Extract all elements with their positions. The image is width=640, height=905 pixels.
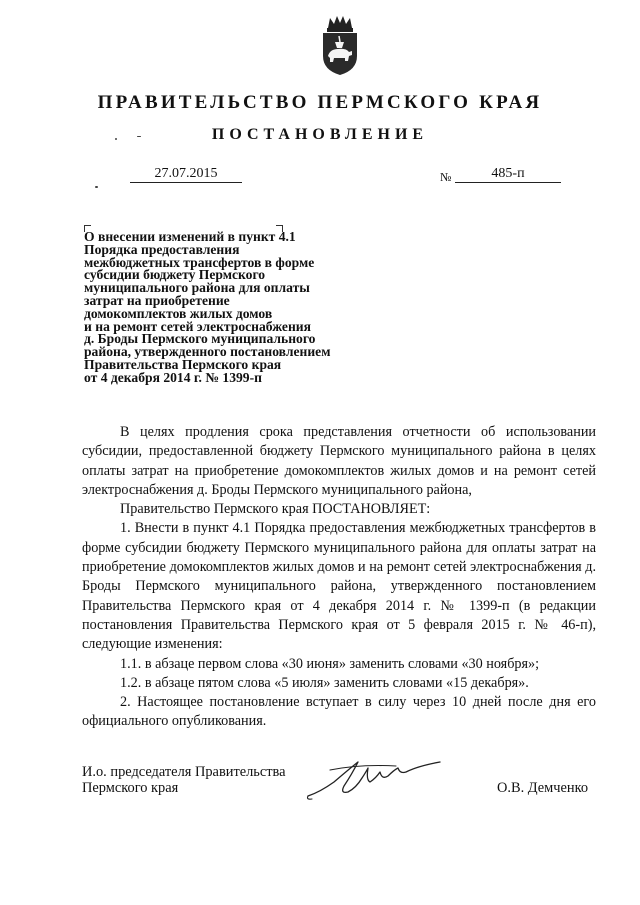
subject-line: Порядка предоставления xyxy=(84,241,240,257)
government-title: ПРАВИТЕЛЬСТВО ПЕРМСКОГО КРАЯ xyxy=(97,92,543,113)
subject-line: О внесении изменений в пункт 4.1 xyxy=(84,229,296,244)
subject-line: затрат на приобретение xyxy=(84,292,230,308)
subject-line: межбюджетных трансфертов в форме xyxy=(84,254,315,270)
signatory-name: О.В. Демченко xyxy=(497,780,589,796)
subject-line: Правительства Пермского края xyxy=(84,356,282,372)
number-sign: № xyxy=(440,170,452,184)
position-line: И.о. председателя Правительства xyxy=(82,764,286,780)
body-paragraph: Правительство Пермского края ПОСТАНОВЛЯЕТ: xyxy=(120,501,431,518)
handwritten-signature xyxy=(300,752,460,804)
decree-date: 27.07.2015 xyxy=(130,166,242,183)
subject-line: района, утвержденного постановлением xyxy=(84,344,331,360)
subject-line: субсидии бюджету Пермского xyxy=(84,267,266,283)
signatory-position xyxy=(82,764,286,796)
subject-line: и на ремонт сетей электроснабжения xyxy=(84,318,311,334)
decree-body xyxy=(82,423,596,732)
subject-line: от 4 декабря 2014 г. № 1399-п xyxy=(84,369,262,385)
document-type: ПОСТАНОВЛЕНИЕ xyxy=(211,126,429,143)
decree-number: 485-п xyxy=(455,166,561,183)
scan-speck xyxy=(95,186,98,188)
position-line: Пермского края xyxy=(82,780,179,796)
body-paragraph: 1.1. в абзаце первом слова «30 июня» заменить словами «30 ноября»; xyxy=(120,655,540,672)
scan-speck xyxy=(137,136,141,137)
decree-subject xyxy=(84,231,384,385)
scan-speck xyxy=(115,138,117,140)
subject-line: муниципального района для оплаты xyxy=(84,280,310,296)
subject-line: домокомплектов жилых домов xyxy=(84,305,273,321)
body-paragraph: В целях продления срока представления отчетности об использовании субсидии, предоставленной бюджету Пермского муниципального района в целях оплаты затрат на приобретение домокомплектов жилых домов и на ремонт сетей электроснабжения д. Броды Пермского муниципального района, xyxy=(82,424,596,498)
subject-line: д. Броды Пермского муниципального xyxy=(84,331,316,347)
body-paragraph: 2. Настоящее постановление вступает в силу через 10 дней после дня его официального опубликования. xyxy=(82,694,596,730)
coat-of-arms-emblem xyxy=(318,14,362,76)
body-paragraph: 1.2. в абзаце пятом слова «5 июля» заменить словами «15 декабря». xyxy=(120,674,529,691)
body-paragraph: 1. Внести в пункт 4.1 Порядка предоставления межбюджетных трансфертов в форме субсидии бюджету Пермского муниципального района для оплаты затрат на приобретение домокомплектов жилых домов и на ремонт сетей электроснабжения д. Броды Пермского муниципального района, утвержденного постановлением Правительства Пермского края от 4 декабря 2014 г. № 1399-п (в редакции постановления Правительства Пермского края от 5 февраля 2015 г. № 46-п), следующие изменения: xyxy=(82,520,596,653)
